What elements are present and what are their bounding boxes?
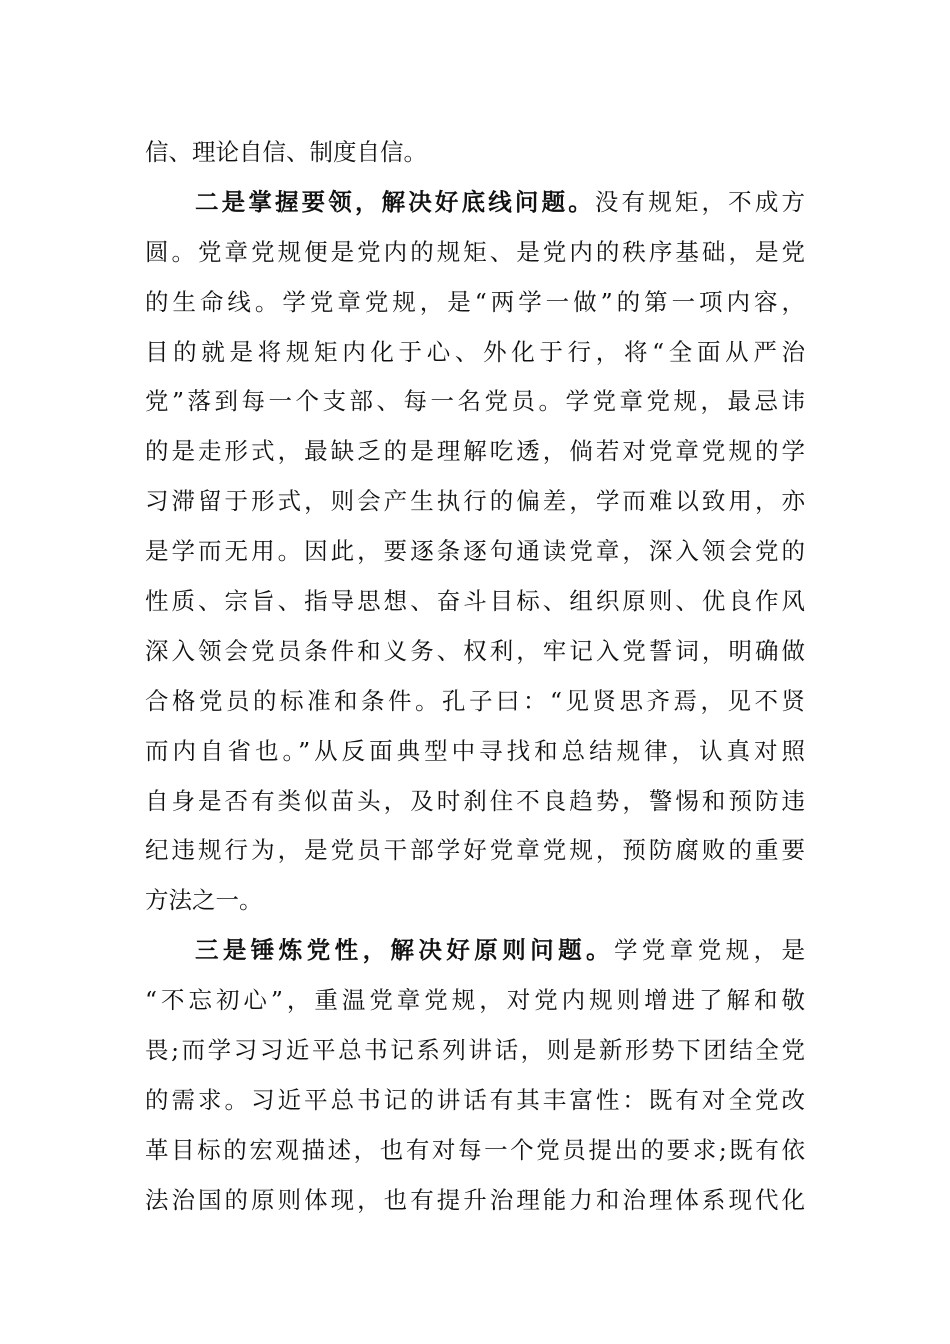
line-text: “不忘初心”，重温党章党规，对党内规则增进了解和敬	[145, 986, 805, 1015]
text-line	[145, 1176, 805, 1226]
text-line	[145, 328, 805, 378]
line-text: 深入领会党员条件和义务、权利，牢记入党誓词，明确做	[145, 636, 805, 665]
text-line	[145, 527, 805, 577]
line-text: 法治国的原则体现，也有提升治理能力和治理体系现代化	[145, 1185, 805, 1214]
line-text: 学党章党规，是	[613, 936, 806, 965]
line-text: 自身是否有类似苗头，及时刹住不良趋势，警惕和预防违	[145, 786, 805, 815]
paragraph-first-line	[145, 178, 805, 228]
text-line	[145, 876, 805, 926]
section-heading: 三是锤炼党性，解决好原则问题。	[195, 936, 614, 965]
line-text: 而内自省也。”从反面典型中寻找和总结规律，认真对照	[145, 736, 805, 765]
section-heading: 二是掌握要领，解决好底线问题。	[195, 187, 595, 216]
text-line	[145, 128, 805, 178]
text-line	[145, 1126, 805, 1176]
line-text: 圆。党章党规便是党内的规矩、是党内的秩序基础，是党	[145, 237, 805, 266]
body-text	[145, 128, 805, 1226]
text-line	[145, 278, 805, 328]
line-text: 方法之一。	[145, 886, 263, 915]
text-line	[145, 1026, 805, 1076]
text-line	[145, 477, 805, 527]
line-text: 的需求。习近平总书记的讲话有其丰富性：既有对全党改	[145, 1085, 805, 1114]
line-text: 的生命线。学党章党规，是“两学一做”的第一项内容，	[145, 287, 805, 316]
line-text: 的是走形式，最缺乏的是理解吃透，倘若对党章党规的学	[145, 437, 805, 466]
text-line	[145, 976, 805, 1026]
line-text: 纪违规行为，是党员干部学好党章党规，预防腐败的重要	[145, 836, 805, 865]
line-text: 习滞留于形式，则会产生执行的偏差，学而难以致用，亦	[145, 487, 805, 516]
line-text: 革目标的宏观描述，也有对每一个党员提出的要求;既有依	[145, 1135, 805, 1164]
text-line	[145, 577, 805, 627]
line-text: 党”落到每一个支部、每一名党员。学党章党规，最忌讳	[145, 387, 805, 416]
line-text: 没有规矩，不成方	[594, 187, 806, 216]
line-text: 目的就是将规矩内化于心、外化于行，将“全面从严治	[145, 337, 805, 366]
line-text: 合格党员的标准和条件。孔子曰：“见贤思齐焉，见不贤	[145, 686, 805, 715]
text-line	[145, 377, 805, 427]
text-line	[145, 427, 805, 477]
text-line	[145, 826, 805, 876]
text-line	[145, 627, 805, 677]
paragraph-first-line	[145, 926, 805, 976]
line-text: 畏;而学习习近平总书记系列讲话，则是新形势下团结全党	[145, 1036, 805, 1065]
text-line	[145, 228, 805, 278]
line-text: 信、理论自信、制度自信。	[145, 138, 427, 166]
line-text: 是学而无用。因此，要逐条逐句通读党章，深入领会党的	[145, 537, 805, 566]
text-line	[145, 1076, 805, 1126]
text-line	[145, 677, 805, 727]
text-line	[145, 727, 805, 777]
line-text: 性质、宗旨、指导思想、奋斗目标、组织原则、优良作风	[145, 587, 805, 616]
text-line	[145, 777, 805, 827]
